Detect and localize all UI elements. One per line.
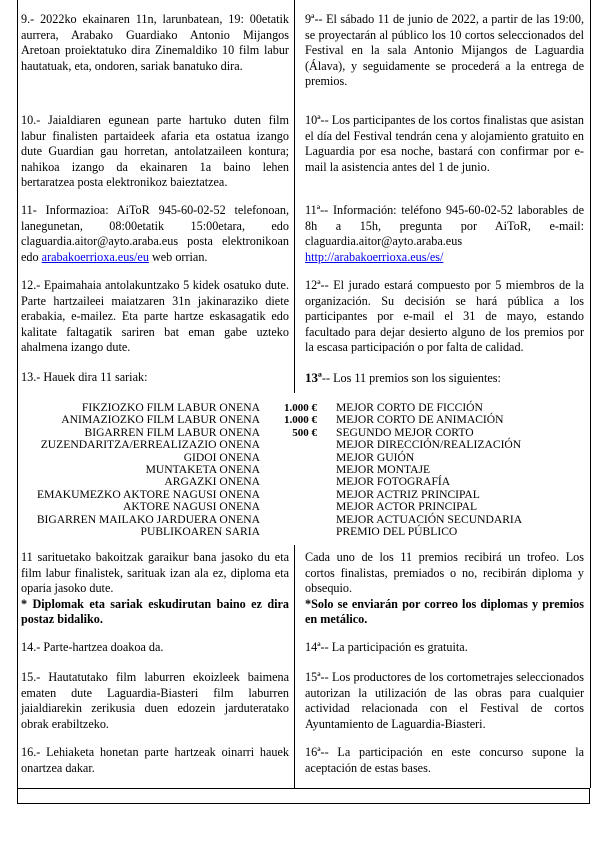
prize-name-es: MEJOR ACTOR PRINCIPAL <box>336 500 478 514</box>
prize-name-eu: FIKZIOZKO FILM LABUR ONENA <box>81 401 260 414</box>
eu-clause-15: 15.- Hautatutako film laburren ekoizleek baimena ematen dute Laguardia-Biasteri film laburren jaialdiarekin zerikusia duen edozein jarduteratako obrak erabiltzeko. <box>21 670 289 731</box>
prize-amount: 1.000 € <box>284 414 317 427</box>
prize-name-es: MEJOR DIRECCIÓN/REALIZACIÓN <box>336 438 522 452</box>
prize-name-eu: BIGARREN MAILAKO JARDUERA ONENA <box>36 512 260 526</box>
es-clause-10: 10ª-- Los participantes de los cortos finalistas que asistan el día del Festival tendrán cena y alojamiento gratuito en Laguardia por esa noche, bastará con confirmar por e-mail la asistencia antes del 1 de junio. <box>305 113 584 174</box>
left-border <box>17 0 18 788</box>
prize-row <box>0 402 613 414</box>
eu-clause-13: 13.- Hauek dira 11 sariak: <box>21 370 148 384</box>
prize-row <box>0 427 613 439</box>
prize-name-es: MEJOR CORTO DE ANIMACIÓN <box>336 413 504 427</box>
es-prize-note <box>305 550 584 628</box>
prize-row <box>0 452 613 464</box>
es-clause-12: 12ª-- El jurado estará compuesto por 5 miembros de la organización. Su decisión se hará pública a los participantes por e-mail el 31 de mayo, estando facultado para dejar desierto alguno de los premios por la escasa participación o por falta de calidad. <box>305 278 584 354</box>
prize-name-es: MEJOR FOTOGRAFÍA <box>336 475 451 489</box>
prize-row <box>0 464 613 476</box>
prize-name-eu: PUBLIKOAREN SARIA <box>140 525 260 538</box>
prize-row <box>0 476 613 488</box>
prize-row <box>0 514 613 526</box>
eu-website-link[interactable]: arabakoerrioxa.eus/eu <box>41 249 149 264</box>
es-prize-note-bold: *Solo se enviarán por correo los diplomas y premios en metálico. <box>305 596 584 626</box>
prize-name-eu: MUNTAKETA ONENA <box>145 463 260 476</box>
es-clause-13-text: -- Los 11 premios son los siguientes: <box>321 371 501 385</box>
prize-name-es: MEJOR CORTO DE FICCIÓN <box>336 401 483 414</box>
es-clause-14: 14ª-- La participación es gratuita. <box>305 640 468 654</box>
eu-prize-note-bold: * Diplomak eta sariak eskudirutan baino ez dira postaz bidaliko. <box>21 596 289 626</box>
prize-name-eu: BIGARREN FILM LABUR ONENA <box>84 425 260 439</box>
prize-row <box>0 526 613 538</box>
es-clause-9: 9ª-- El sábado 11 de junio de 2022, a partir de las 19:00, se proyectarán al público los 10 cortos seleccionados del Festival en la sala Antonio Mijangos de Laguardia (Álava), y seguidamente se procederá a la entrega de premios. <box>305 12 584 88</box>
right-border <box>590 0 591 788</box>
eu-prize-note <box>21 550 289 628</box>
prize-name-eu: AKTORE NAGUSI ONENA <box>123 500 260 514</box>
prize-name-es: MEJOR ACTUACIÓN SECUNDARIA <box>336 512 523 526</box>
es-clause-11-text: 11ª-- Información: teléfono 945-60-02-52 laborables de 8h a 15h, pregunta por AiToR, e-mail: claguardia.aitor@ayto.araba.eus <box>305 203 584 248</box>
eu-clause-11 <box>21 203 289 265</box>
es-clause-16: 16ª-- La participación en este concurso supone la aceptación de estas bases. <box>305 745 584 775</box>
es-clause-13-number: 13ª <box>305 370 322 385</box>
eu-clause-9: 9.- 2022ko ekainaren 11n, larunbatean, 19: 00etatik aurrera, Arabako Guardiako Antonio Mijangos Aretoan proiektatuko dira Zinemaldiko 10 film labur hautatuak, eta, ondoren, sariak banatuko dira. <box>21 12 289 73</box>
prize-name-eu: ZUZENDARITZA/ERREALIZAZIO ONENA <box>40 438 260 452</box>
prize-name-es: MEJOR ACTRIZ PRINCIPAL <box>336 487 480 501</box>
prize-name-eu: ANIMAZIOZKO FILM LABUR ONENA <box>61 413 260 427</box>
eu-clause-12: 12.- Epaimahaia antolakuntzako 5 kidek osatuko dute. Parte hartzaileei maiatzaren 31n jakinaraziko diete erabakia, e-mailez. Eta parte hartze eskasagatik edo kalitate faltagatik sariren bat eman gabe uzteko ahalmena izango dute. <box>21 278 289 354</box>
prize-name-es: MEJOR MONTAJE <box>336 463 431 476</box>
prize-name-eu: ARGAZKI ONENA <box>164 475 260 489</box>
eu-clause-14: 14.- Parte-hartzea doakoa da. <box>21 640 164 654</box>
footer-box <box>17 788 590 804</box>
prize-row <box>0 414 613 426</box>
es-clause-13 <box>305 370 584 387</box>
es-clause-11 <box>305 203 584 265</box>
prize-amount: 500 € <box>292 426 317 439</box>
prize-name-eu: GIDOI ONENA <box>183 450 260 464</box>
eu-clause-11-tail: web orrian. <box>148 249 208 264</box>
prize-name-es: PREMIO DEL PÚBLICO <box>336 525 458 538</box>
prize-name-es: MEJOR GUIÓN <box>336 450 415 464</box>
prize-amount: 1.000 € <box>284 402 317 414</box>
eu-clause-10: 10.- Jaialdiaren egunean parte hartuko duten film labur finalisten partaideek afaria eta ostatua izango dute Guardian gau horretan, antolatzaileen kontura; nahikoa izango da ekainaren 1a baino lehen bertaratzea posta elektronikoz baieztatzea. <box>21 113 289 189</box>
es-prize-note-text: Cada uno de los 11 premios recibirá un trofeo. Los cortos finalistas, premiados o no, recibirán diploma y obsequio. <box>305 550 584 595</box>
es-clause-15: 15ª-- Los productores de los cortometrajes seleccionados autorizan la utilización de las obras para cualquier actividad relacionada con el Festival de cortos Ayuntamiento de Laguardia-Biasteri. <box>305 670 584 731</box>
eu-clause-16: 16.- Lehiaketa honetan parte hartzeak oinarri hauek onartzea dakar. <box>21 745 289 775</box>
prize-row <box>0 489 613 501</box>
prize-name-eu: EMAKUMEZKO AKTORE NAGUSI ONENA <box>37 487 260 501</box>
prize-row <box>0 501 613 513</box>
es-website-link[interactable]: http://arabakoerrioxa.eus/es/ <box>305 249 444 264</box>
eu-clause-11-text: 11- Informazioa: AiToR 945-60-02-52 telefonoan, lanegunetan, 08:00etatik 15:00etara, edo claguardia.aitor@ayto.araba.eus posta elektronikoan edo <box>21 203 289 264</box>
prize-name-es: SEGUNDO MEJOR CORTO <box>336 425 474 439</box>
prize-row <box>0 439 613 451</box>
eu-prize-note-text: 11 sarituetako bakoitzak garaikur bana jasoko du eta film labur finalistek, sarituak izan ala ez, diploma eta oparia jasoko dute. <box>21 550 289 595</box>
